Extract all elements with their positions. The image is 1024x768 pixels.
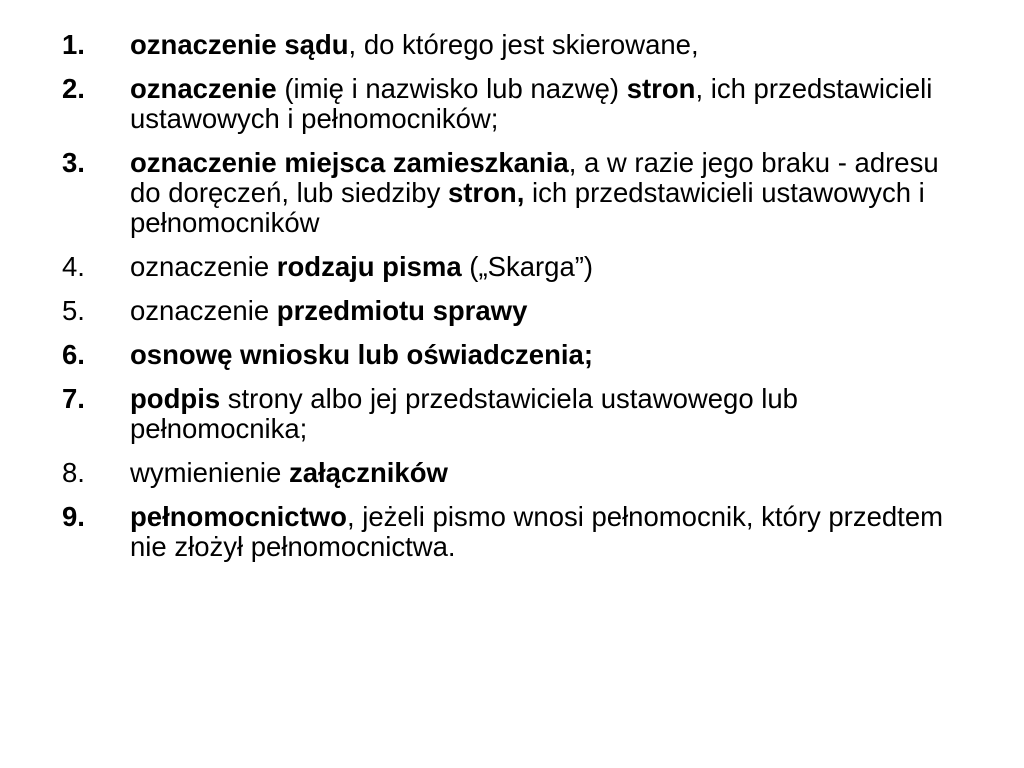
- bold-text-segment: oznaczenie sądu: [130, 29, 349, 60]
- bold-text-segment: stron,: [447, 177, 525, 208]
- list-item-number: 7.: [62, 383, 85, 414]
- list-item: [62, 30, 962, 60]
- list-item-text: [130, 252, 962, 282]
- list-item-text: [130, 384, 962, 444]
- bold-text-segment: oznaczenie: [130, 73, 277, 104]
- text-segment: wymienienie: [130, 457, 289, 488]
- list-item: [62, 252, 962, 282]
- list-item-text: [130, 296, 962, 326]
- list-item: [62, 502, 962, 562]
- list-item-number: 5.: [62, 295, 85, 326]
- text-segment: (imię i nazwisko lub nazwę): [276, 73, 627, 104]
- bold-text-segment: podpis: [130, 383, 221, 414]
- text-segment: ustawowych i pełnomocników;: [130, 103, 499, 134]
- text-segment: oznaczenie: [130, 251, 277, 282]
- list-item-number: 9.: [62, 501, 85, 532]
- list-item-text: [130, 340, 962, 370]
- list-item-text: [130, 458, 962, 488]
- text-segment: oznaczenie: [130, 295, 277, 326]
- list-item: [62, 340, 962, 370]
- list-item-number: 2.: [62, 73, 85, 104]
- text-segment: , jeżeli pismo wnosi pełnomocnik, który przedtem nie złożył pełnomocnictwa.: [130, 501, 944, 562]
- list-item-number: 8.: [62, 457, 85, 488]
- bold-text-segment: pełnomocnictwo: [130, 501, 347, 532]
- list-item-text: [130, 502, 962, 562]
- list-item: [62, 458, 962, 488]
- text-segment: , ich przedstawicieli: [695, 73, 933, 104]
- list-item-number: 4.: [62, 251, 85, 282]
- list-item-text: [130, 74, 962, 134]
- bold-text-segment: oznaczenie miejsca zamieszkania: [130, 147, 569, 178]
- list-item-number: 6.: [62, 339, 85, 370]
- bold-text-segment: rodzaju pisma: [276, 251, 462, 282]
- list-item-text: [130, 148, 962, 238]
- list-item-number: 3.: [62, 147, 85, 178]
- bold-text-segment: stron: [626, 73, 696, 104]
- bold-text-segment: załączników: [288, 457, 448, 488]
- text-segment: („Skarga”): [461, 251, 594, 282]
- text-segment: strony albo jej przedstawiciela ustawowego lub pełnomocnika;: [130, 383, 798, 444]
- list-item-number: 1.: [62, 29, 85, 60]
- requirements-list: [62, 30, 962, 576]
- list-item: [62, 384, 962, 444]
- text-segment: , do którego jest skierowane,: [348, 29, 699, 60]
- list-item: [62, 74, 962, 134]
- bold-text-segment: osnowę wniosku lub oświadczenia;: [130, 339, 593, 370]
- bold-text-segment: przedmiotu sprawy: [276, 295, 528, 326]
- text-segment: , a w razie jego braku - adresu do doręczeń, lub siedziby: [130, 147, 939, 208]
- text-segment: ich przedstawicieli ustawowych i pełnomocników: [130, 177, 925, 238]
- list-item: [62, 296, 962, 326]
- list-item: [62, 148, 962, 238]
- list-item-text: [130, 30, 962, 60]
